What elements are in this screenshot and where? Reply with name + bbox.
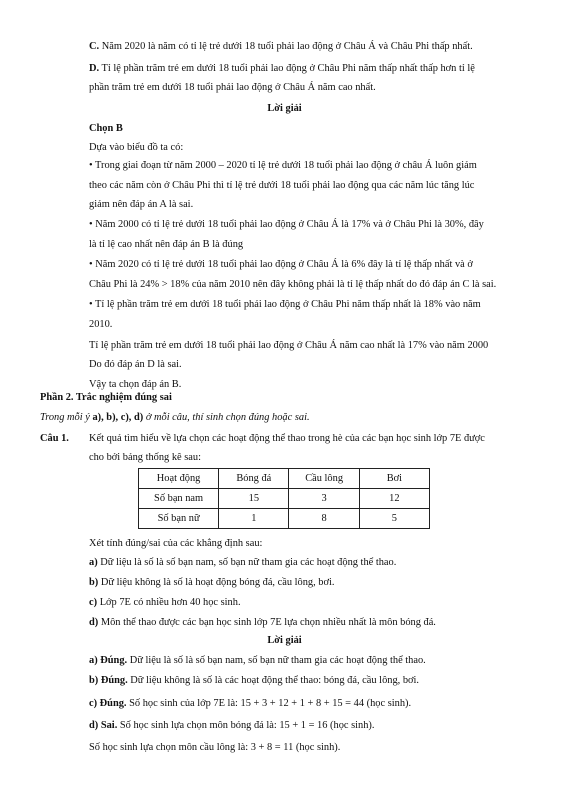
answer-c	[89, 697, 411, 710]
question-label: Câu 1.	[40, 433, 69, 444]
option-c	[89, 40, 473, 53]
part-instruction-prefix: Trong mỗi ý	[40, 412, 93, 423]
solution-line: Do đó đáp án D là sai.	[89, 359, 182, 370]
part-instruction	[40, 411, 310, 424]
table-cell: 1	[219, 509, 289, 529]
answer-verdict: c) Đúng.	[89, 698, 127, 709]
solution-choice: Chọn B	[89, 123, 123, 134]
table-cell: 8	[289, 509, 359, 529]
statement-label: d)	[89, 617, 99, 628]
table-row	[139, 509, 430, 529]
solution-line: Vậy ta chọn đáp án B.	[89, 379, 182, 390]
part-instruction-suffix: ở mỗi câu, thí sinh chọn đúng hoặc sai.	[143, 412, 310, 423]
answer-text: Dữ liệu không là số là các hoạt động thể thao: bóng đá, cầu lông, bơi.	[127, 675, 420, 686]
statement	[89, 576, 334, 589]
statement-label: a)	[89, 557, 98, 568]
answer-text: Số học sinh của lớp 7E là:	[126, 698, 241, 709]
statement	[89, 616, 436, 629]
answer-text: Dữ liệu là số là số bạn nam, số bạn nữ tham gia các hoạt động thể thao.	[127, 655, 426, 666]
statement-text: Dữ liệu không là số là hoạt động bóng đá, cầu lông, bơi.	[100, 577, 335, 588]
answer-text: Số học sinh lựa chọn môn bóng đá là:	[117, 720, 280, 731]
solution-2-heading: Lời giải	[267, 635, 302, 646]
solution-line: • Tỉ lệ phần trăm trẻ em dưới 18 tuổi phải lao động ở Châu Phi năm thấp nhất là 18% vào năm	[89, 299, 481, 310]
solution-line: theo các năm còn ở Châu Phi thì tỉ lệ trẻ dưới 18 tuổi phải lao động qua các năm lúc tăng lúc	[89, 180, 475, 191]
statement	[89, 596, 241, 609]
answer-verdict: b) Đúng.	[89, 675, 128, 686]
answer-tail: (học sinh).	[327, 720, 375, 731]
table-header-cell: Cầu lông	[289, 469, 359, 489]
table-cell: Số bạn nam	[139, 489, 219, 509]
table-cell: 5	[359, 509, 429, 529]
option-d-label: D.	[89, 63, 100, 74]
answer-math: 15 + 1 = 16	[279, 720, 328, 731]
option-d-text-1: Tỉ lệ phần trăm trẻ em dưới 18 tuổi phải lao động ở Châu Phi năm thấp nhất thấp hơn tỉ lệ	[101, 63, 475, 74]
table-cell: 3	[289, 489, 359, 509]
solution-line: • Năm 2000 có tỉ lệ trẻ dưới 18 tuổi phải lao động ở Châu Á là 17% và ở Châu Phi là 30%, đây	[89, 219, 484, 230]
solution-line: • Trong giai đoạn từ năm 2000 – 2020 tỉ lệ trẻ dưới 18 tuổi phải lao động ở châu Á luôn giảm	[89, 160, 477, 171]
statement-label: b)	[89, 577, 99, 588]
option-d-text-2: phần trăm trẻ em dưới 18 tuổi phải lao động ở Châu Á năm cao nhất.	[89, 82, 376, 93]
answer-extra	[89, 741, 340, 754]
question-text-1: Kết quả tìm hiểu về lựa chọn các hoạt động thể thao trong hè của các bạn học sinh lớp 7E được	[89, 433, 485, 444]
answer-tail: (học sinh).	[364, 698, 412, 709]
question-text-2: cho bởi bảng thống kê sau:	[89, 452, 201, 463]
solution-line: • Năm 2020 có tỉ lệ trẻ dưới 18 tuổi phải lao động ở Châu Á là 6% đây là tỉ lệ thấp nhất và ở	[89, 259, 473, 270]
answer-math: 3 + 8 = 11	[250, 742, 294, 753]
part-instruction-items: a), b), c), d)	[92, 412, 144, 423]
statement-label: c)	[89, 597, 98, 608]
answer-verdict: a) Đúng.	[89, 655, 128, 666]
answer-tail: (học sinh).	[293, 742, 341, 753]
answer-b	[89, 674, 419, 687]
statement	[89, 556, 396, 569]
answer-math: 15 + 3 + 12 + 1 + 8 + 15 = 44	[240, 698, 365, 709]
table-row	[139, 489, 430, 509]
table-cell: 12	[359, 489, 429, 509]
question-prompt: Xét tính đúng/sai của các khẳng định sau:	[89, 538, 263, 549]
option-c-label: C.	[89, 41, 100, 52]
solution-line: là tỉ lệ cao nhất nên đáp án B là đúng	[89, 239, 244, 250]
answer-d	[89, 719, 375, 732]
table-header-cell: Hoạt động	[139, 469, 219, 489]
option-d	[89, 62, 475, 75]
answer-text: Số học sinh lựa chọn môn cầu lông là:	[89, 742, 251, 753]
option-c-text: Năm 2020 là năm có tỉ lệ trẻ dưới 18 tuổi phải lao động ở Châu Á và Châu Phi thấp nhất.	[101, 41, 473, 52]
statement-text: Môn thể thao được các bạn học sinh lớp 7E lựa chọn nhiều nhất là môn bóng đá.	[100, 617, 436, 628]
answer-verdict: d) Sai.	[89, 720, 118, 731]
solution-line: Tỉ lệ phần trăm trẻ em dưới 18 tuổi phải lao động ở Châu Á năm cao nhất là 17% vào năm 2000	[89, 340, 489, 351]
table-cell: Số bạn nữ	[139, 509, 219, 529]
solution-heading: Lời giải	[267, 103, 302, 114]
table-header-row	[139, 469, 430, 489]
solution-line: Châu Phi là 24% > 18% của năm 2010 nên đây không phải là tỉ lệ thấp nhất do đó đáp án C là sai.	[89, 279, 497, 290]
solution-line: 2010.	[89, 319, 113, 330]
table-cell: 15	[219, 489, 289, 509]
stats-table	[138, 468, 430, 529]
statement-text: Lớp 7E có nhiều hơn 40 học sinh.	[99, 597, 241, 608]
solution-intro: Dựa vào biểu đồ ta có:	[89, 142, 184, 153]
part-title: Phần 2. Trắc nghiệm đúng sai	[40, 392, 172, 403]
table-header-cell: Bóng đá	[219, 469, 289, 489]
statement-text: Dữ liệu là số là số bạn nam, số bạn nữ tham gia các hoạt động thể thao.	[100, 557, 397, 568]
solution-line: giảm nên đáp án A là sai.	[89, 199, 194, 210]
answer-a	[89, 654, 426, 667]
table-header-cell: Bơi	[359, 469, 429, 489]
